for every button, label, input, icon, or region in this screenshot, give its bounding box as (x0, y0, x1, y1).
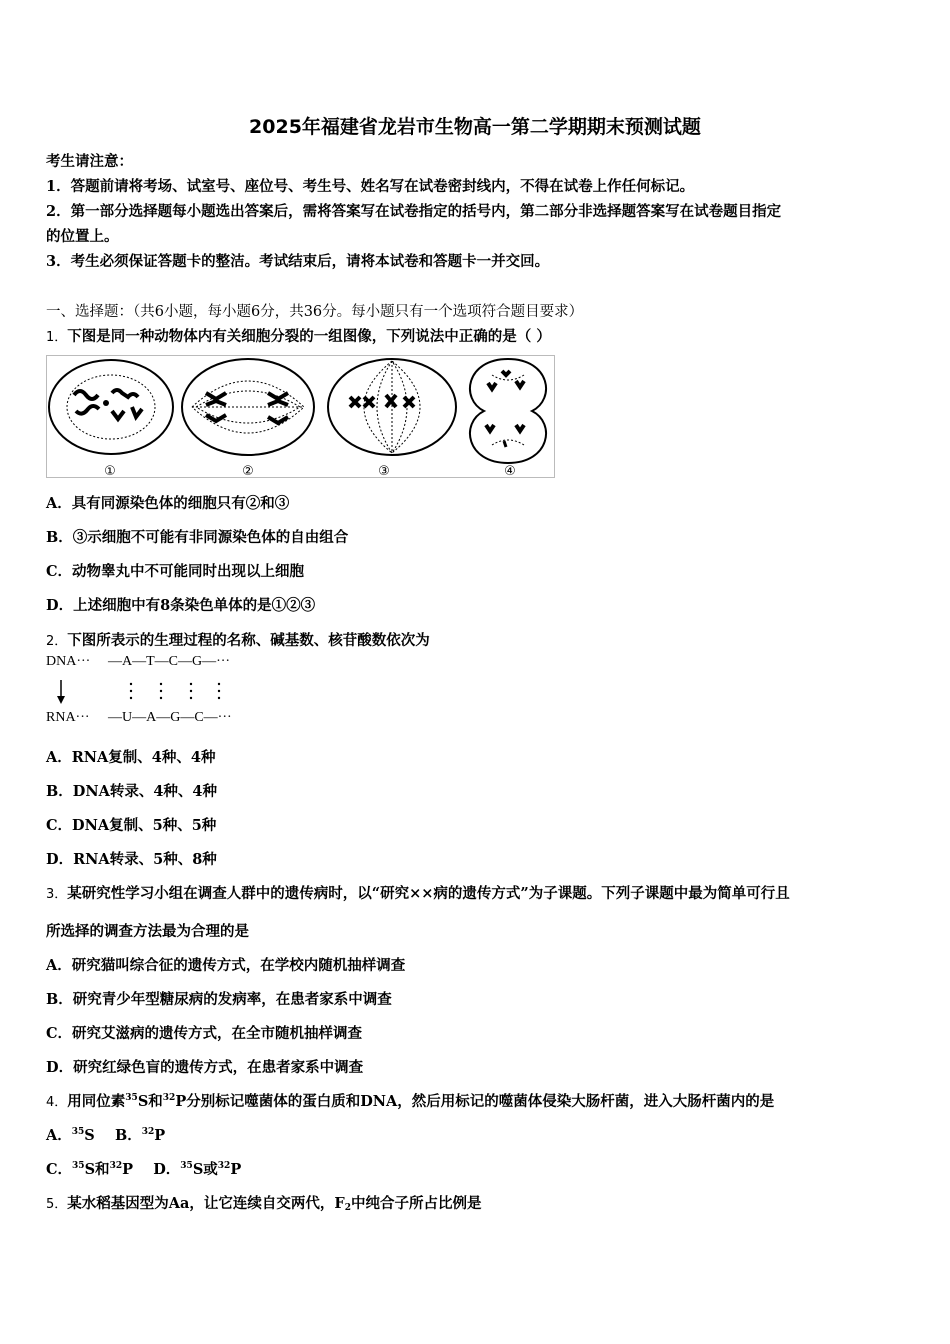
down-arrow-icon (56, 678, 66, 706)
rna-label: RNA··· (46, 710, 90, 725)
q2-option-c: C．DNA复制、5种、5种 (46, 817, 217, 834)
q2-stem (46, 631, 430, 652)
q3-option-b: B．研究青少年型糖尿病的发病率，在患者家系中调查 (46, 991, 392, 1008)
q5-stem (46, 1194, 482, 1215)
q4-option-c-end: P (122, 1161, 133, 1178)
q3-text-1: 某研究性学习小组在调查人群中的遗传病时，以“研究××病的遗传方式”为子课题。下列子课题中最为简单可行且 (67, 885, 790, 902)
q1-option-d: D．上述细胞中有8条染色单体的是①②③ (46, 597, 316, 614)
q4-number: 4． (46, 1095, 68, 1110)
rna-row (46, 710, 232, 726)
q2-option-a: A．RNA复制、4种、4种 (46, 749, 216, 766)
q4-option-d-mass1: 35 (180, 1161, 193, 1171)
q1-text: 下图是同一种动物体内有关细胞分裂的一组图像，下列说法中正确的是（ ） (67, 328, 551, 345)
q2-option-b: B．DNA转录、4种、4种 (46, 783, 218, 800)
q1-option-a: A．具有同源染色体的细胞只有②和③ (46, 495, 290, 512)
q4-option-b-letter: B． (114, 1127, 142, 1144)
q4-option-b-mass: 32 (141, 1127, 155, 1137)
q4-stem (46, 1092, 774, 1113)
figure-label-2: ② (242, 464, 254, 479)
base-pairing-dots (126, 680, 226, 704)
q4-iso1-element: S和 (137, 1093, 163, 1110)
dna-label: DNA··· (46, 654, 91, 669)
q4-option-a-letter: A． (46, 1127, 72, 1144)
q4-text-b: P分别标记噬菌体的蛋白质和DNA，然后用标记的噬菌体侵染大肠杆菌，进入大肠杆菌内的是 (175, 1093, 775, 1110)
q2-number: 2． (46, 634, 68, 649)
q4-option-c-letter: C． (46, 1161, 73, 1178)
q4-options-cd (46, 1160, 241, 1180)
q4-option-c-mass2: 32 (109, 1161, 123, 1171)
q4-iso1-mass: 35 (125, 1093, 138, 1103)
notice-item-1: 1．答题前请将考场、试室号、座位号、考生号、姓名写在试卷密封线内，不得在试卷上作任何标记。 (46, 178, 695, 195)
q4-option-a-mass: 35 (71, 1127, 85, 1137)
figure-label-4: ④ (504, 464, 516, 479)
figure-label-3: ③ (378, 464, 390, 479)
q2-option-d: D．RNA转录、5种、8种 (46, 851, 217, 868)
q1-number: 1． (46, 330, 68, 345)
q4-option-a-element: S (84, 1127, 95, 1144)
dna-row (46, 654, 231, 670)
q4-option-d-mid: S或 (192, 1161, 218, 1178)
q4-option-c-mid: S和 (84, 1161, 110, 1178)
q4-options-ab (46, 1126, 165, 1146)
q4-option-d-mass2: 32 (217, 1161, 231, 1171)
notice-item-3: 3．考生必须保证答题卡的整洁。考试结束后，请将本试卷和答题卡一并交回。 (46, 253, 550, 270)
cell-division-figure (46, 355, 556, 479)
q3-number: 3． (46, 887, 68, 902)
q5-text-b: 中纯合子所占比例是 (351, 1195, 482, 1212)
notice-heading: 考生请注意： (46, 153, 133, 170)
page-title: 2025年福建省龙岩市生物高一第二学期期末预测试题 (249, 116, 701, 138)
q4-iso2-mass: 32 (162, 1093, 176, 1103)
q3-stem-line1 (46, 884, 790, 905)
q4-text-a: 用同位素 (67, 1093, 126, 1110)
q3-option-d: D．研究红绿色盲的遗传方式，在患者家系中调查 (46, 1059, 364, 1076)
q3-option-a: A．研究猫叫综合征的遗传方式，在学校内随机抽样调查 (46, 957, 406, 974)
section-heading: 一、选择题：（共6小题，每小题6分，共36分。每小题只有一个选项符合题目要求） (46, 304, 584, 320)
dna-sequence: —A—T—C—G—··· (108, 654, 231, 669)
q4-option-b-element: P (154, 1127, 166, 1144)
q5-text-a: 某水稻基因型为Aa，让它连续自交两代，F (67, 1195, 345, 1212)
q2-text: 下图所表示的生理过程的名称、碱基数、核苷酸数依次为 (67, 632, 430, 649)
q4-option-d-end: P (230, 1161, 242, 1178)
q1-stem (46, 327, 551, 348)
notice-item-2-cont: 的位置上。 (46, 228, 119, 245)
q3-stem-line2: 所选择的调查方法最为合理的是 (46, 923, 249, 940)
figure-label-1: ① (104, 464, 116, 479)
q1-option-c: C．动物睾丸中不可能同时出现以上细胞 (46, 563, 305, 580)
rna-sequence: —U—A—G—C—··· (108, 710, 232, 725)
q5-subscript: 2 (344, 1203, 351, 1213)
notice-item-2: 2．第一部分选择题每小题选出答案后，需将答案写在试卷指定的括号内，第二部分非选择题答案写在试卷题目指定 (46, 203, 782, 220)
q5-number: 5． (46, 1197, 68, 1212)
q1-option-b: B．③示细胞不可能有非同源染色体的自由组合 (46, 529, 349, 546)
q4-option-d-letter: D． (153, 1161, 181, 1178)
q3-option-c: C．研究艾滋病的遗传方式，在全市随机抽样调查 (46, 1025, 363, 1042)
q4-option-c-mass1: 35 (72, 1161, 85, 1171)
